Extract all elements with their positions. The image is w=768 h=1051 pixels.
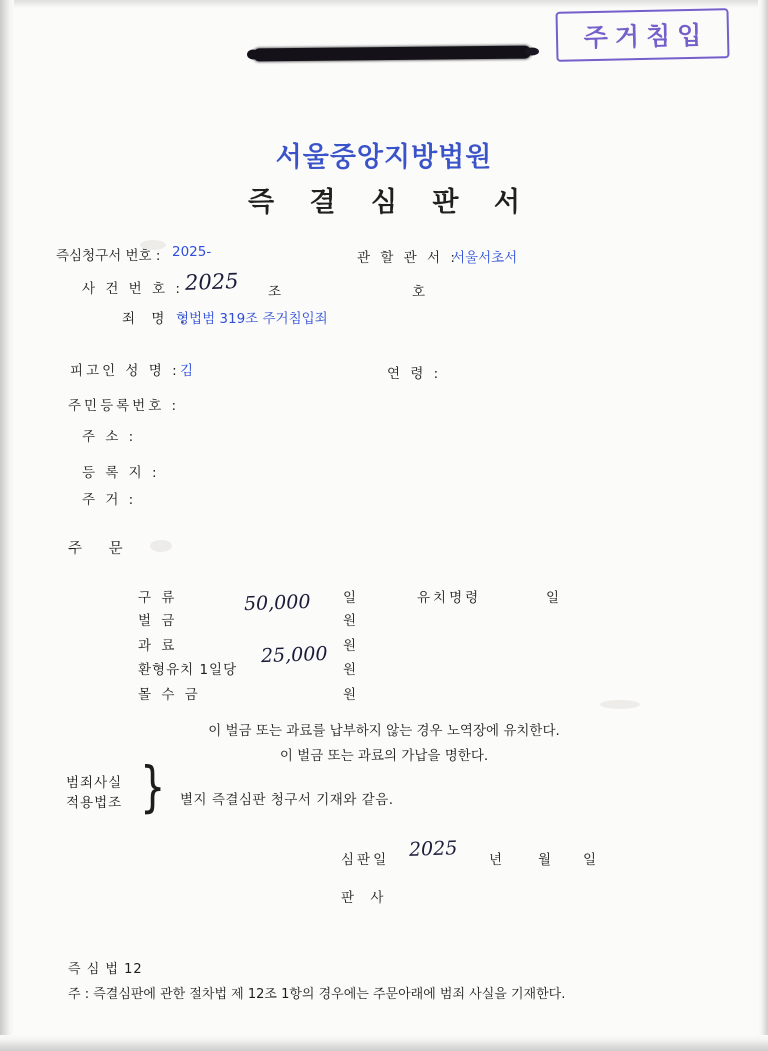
order-row-unit: 원 [343,638,357,654]
order-note-2: 이 벌금 또는 과료의 가납을 명한다. [279,748,489,764]
registry-label: 등 록 지 : [82,465,160,481]
daily-conversion-value: 25,000 [260,642,328,668]
request-no-label: 즉심청구서 번호 : [56,248,161,264]
year-unit: 년 [489,852,503,868]
facts-reference-text: 별지 즉결심판 청구서 기재와 같음. [180,792,394,808]
order-row-unit: 원 [343,662,357,678]
jurisdiction-label: 관 할 관 서 : [357,250,458,266]
day-unit: 일 [583,852,597,868]
order-row-label: 구 류 [138,590,178,606]
month-unit: 월 [538,852,552,868]
paper-edge-top [0,0,768,8]
applied-law-label: 적용법조 [66,795,123,811]
judgment-date-year: 2025 [408,837,458,861]
order-row-label: 과 료 [138,638,178,654]
court-title: 서울중앙지방법원 [275,142,493,173]
order-row-label: 환형유치 1일당 [138,662,238,678]
jurisdiction-value: 서울서초서 [452,250,518,266]
residence-label: 주 거 : [82,492,137,508]
order-row-label: 몰 수 금 [138,687,201,703]
address-label: 주 소 : [82,429,137,445]
footer-note: 주 : 즉결심판에 관한 절차법 제 12조 1항의 경우에는 주문아래에 범죄 사실을 기재한다. [68,987,566,1002]
scan-blotch [600,700,640,709]
scan-blotch [150,540,172,552]
order-row-unit: 원 [343,613,357,629]
charge-label: 죄 명 : [122,311,192,327]
rrn-label: 주민등록번호 : [68,398,180,414]
age-label: 연 령 : [387,366,442,382]
charge-value: 형법범 319조 주거침입죄 [176,311,328,327]
defendant-label: 피고인 성 명 : [70,363,180,379]
order-row-unit: 원 [343,687,357,703]
judgment-date-label: 심판일 [341,852,390,868]
case-no-unit-1: 조 [268,284,282,300]
fine-amount-value: 50,000 [243,590,311,616]
form-code: 즉 심 법 12 [68,962,143,977]
detention-order-unit: 일 [546,590,560,606]
crime-facts-label: 범죄사실 [66,775,123,791]
detention-order-label: 유치명령 [417,590,482,606]
case-no-label: 사 건 번 호 : [82,281,183,297]
case-no-unit-2: 호 [412,284,426,300]
order-heading: 주 문 [68,541,134,557]
brace-symbol: } [140,756,166,820]
order-note-1: 이 벌금 또는 과료를 납부하지 않는 경우 노역장에 유치한다. [208,723,560,739]
paper-edge-bottom [0,1035,768,1051]
case-no-value: 2025 [184,269,239,295]
defendant-value: 김 [180,363,194,379]
page-title: 즉 결 심 판 서 [247,187,533,218]
order-row-label: 벌 금 [138,613,178,629]
request-no-value: 2025- [172,244,212,260]
approval-stamp: 주거침입 [555,8,729,62]
judge-label: 판 사 [341,890,390,906]
order-row-unit: 일 [343,590,357,606]
redaction-bar [253,46,531,62]
